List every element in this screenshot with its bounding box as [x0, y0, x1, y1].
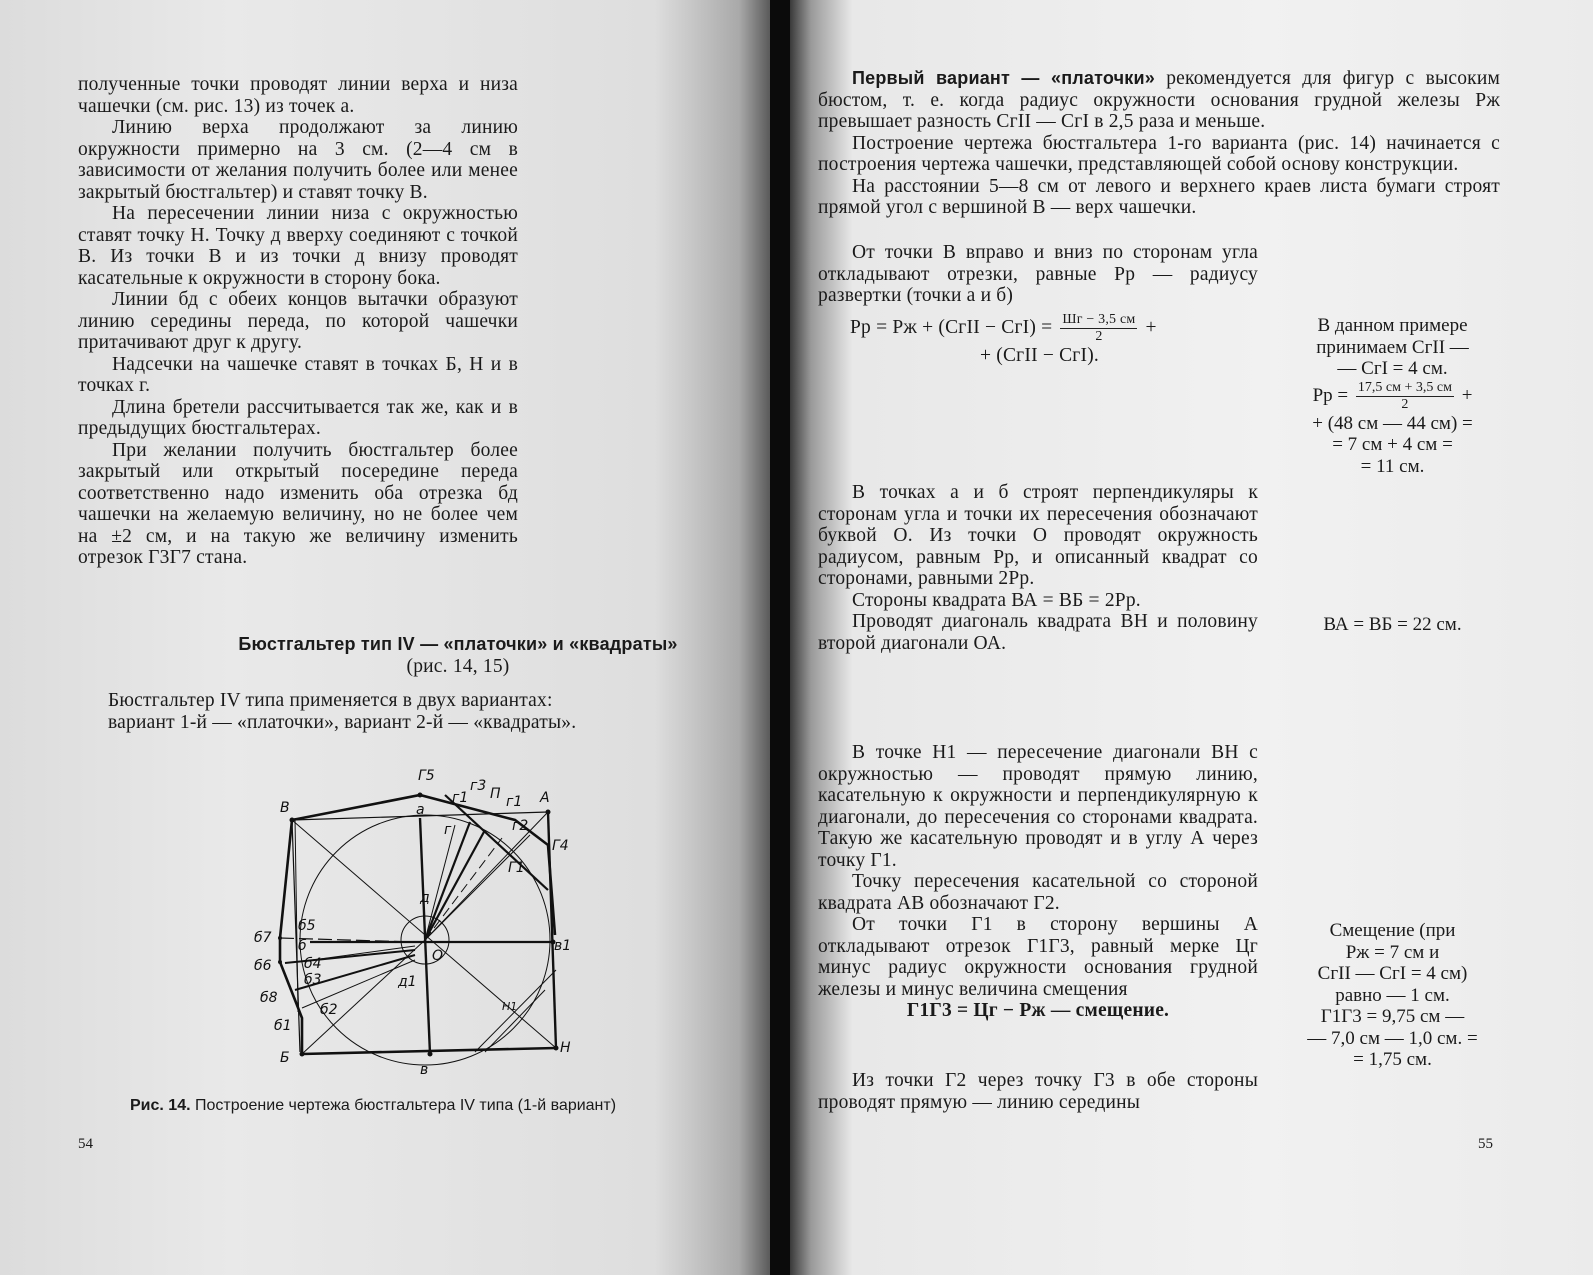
section-heading: Бюстгальтер тип IV — «платочки» и «квадраты» — [238, 634, 678, 654]
label-g1a: г1 — [452, 790, 469, 806]
label-G5: Г5 — [418, 768, 435, 784]
label-H: Н — [560, 1040, 571, 1056]
paragraph — [818, 68, 1500, 133]
variant-heading: Первый вариант — «платочки» — [852, 68, 1155, 88]
paragraph: В точках а и б строят перпендикуляры к сторонам угла и точки их пересечения обозначают буквой О. Из точки О проводят окружность радиусом, равным Рр, и описанный квадрат со сторонами, равными 2Рр. — [818, 482, 1258, 589]
figure-caption-text: Построение чертежа бюстгальтера IV типа (1-й вариант) — [195, 1097, 617, 1114]
paragraph: Линию верха продолжают за линию окружности примерно на 3 см. (2—4 см в зависимости от желания получить более или менее закрытый бюстгальтер) и ставят точку В. — [78, 117, 518, 203]
label-b3: б3 — [304, 972, 322, 988]
label-a: а — [416, 802, 425, 818]
side-numerator: 17,5 см + 3,5 см — [1357, 379, 1452, 395]
formula-fraction — [1060, 312, 1137, 345]
label-b4: б4 — [304, 956, 322, 972]
paragraph: Точку пересечения касательной со стороной квадрата АВ обозначают Г2. — [818, 871, 1258, 914]
intro-line: Бюстгальтер IV типа применяется в двух вариантах: — [108, 690, 553, 711]
paragraph: Длина бретели рассчитывается так же, как и в предыдущих бюстгальтерах. — [78, 396, 518, 439]
side-line: Рж = 7 см и — [1345, 941, 1440, 963]
label-b8: б8 — [260, 990, 278, 1006]
label-G1: Г1 — [508, 860, 525, 876]
paragraph: На расстоянии 5—8 см от левого и верхнего краев листа бумаги строят прямой угол с вершиной В — верх чашечки. — [818, 175, 1500, 218]
paragraph: От точки Г1 в сторону вершины А откладывают отрезок Г1Г3, равный мерке Цг минус радиус окружности основания грудной железы и минус величина смещения — [818, 914, 1258, 1000]
label-A: А — [540, 790, 550, 806]
label-g: г — [444, 822, 452, 838]
paragraph: При желании получить бюстгальтер более закрытый или открытый посередине переда соответственно надо изменить оба отрезка бд чашечки на желаемую величину, но не более чем на ±2 см, и на такую же величину изменить отрезок Г3Г7 стана. — [78, 439, 518, 568]
right-top-text — [818, 68, 1500, 219]
formula-line-1 — [850, 312, 1270, 345]
label-b5: б5 — [298, 918, 316, 934]
side-note-example — [1280, 315, 1505, 477]
label-b2: б2 — [320, 1002, 338, 1018]
formula-plus: + — [1145, 316, 1157, 338]
formula-numerator: Шг − 3,5 см — [1062, 312, 1136, 327]
side-line: = 11 см. — [1360, 455, 1425, 477]
right-lower-text — [818, 742, 1258, 1022]
label-v1: в1 — [554, 938, 572, 954]
side-fraction — [1356, 380, 1454, 413]
side-line: = 7 см + 4 см = — [1332, 434, 1453, 455]
label-d1: д1 — [398, 974, 417, 990]
paragraph: полученные точки проводят линии верха и низа чашечки (см. рис. 13) из точек а. — [78, 74, 518, 117]
label-g3: г3 — [470, 778, 487, 794]
paragraph: На пересечении линии низа с окружностью ставят точку Н. Точку д вверху соединяют с точкой В. Из точки В и из точки д внизу проводят касательные к окружности в сторону бока. — [78, 203, 518, 289]
paragraph-text: рекомендуется для фигур с высоким бюстом, т. е. когда радиус окружности основания грудной железы Рж превышает разность СгII — СгI в 2,5 раза и меньше. — [818, 68, 1501, 132]
page-number-left: 54 — [78, 1136, 93, 1152]
side-line: Смещение (при — [1329, 920, 1456, 941]
side-note-square: ВА = ВБ = 22 см. — [1323, 614, 1462, 635]
side-line: принимаем СгII — — [1316, 336, 1469, 358]
label-P: П — [490, 786, 501, 802]
paragraph: Надсечки на чашечке ставят в точках Б, Н и в точках г. — [78, 353, 518, 396]
right-p4 — [818, 242, 1258, 307]
label-G4: Г4 — [552, 838, 569, 854]
label-O: О — [432, 948, 444, 964]
section-subheading: (рис. 14, 15) — [406, 655, 510, 677]
label-g1b: г1 — [506, 794, 523, 810]
intro-text — [108, 690, 688, 733]
paragraph: Построение чертежа бюстгальтера 1-го варианта (рис. 14) начинается с построения чертежа чашечки, представляющей собой основу конструкции. — [818, 132, 1500, 175]
side-line: — СгI = 4 см. — [1337, 358, 1448, 379]
figure-caption — [130, 1097, 616, 1115]
right-bottom-text — [818, 1070, 1258, 1113]
side-line: = 1,75 см. — [1353, 1049, 1432, 1070]
book-spine — [770, 0, 790, 1275]
side-line: СгII — СгI = 4 см) — [1317, 963, 1468, 984]
side-line: + (48 см — 44 см) = — [1312, 412, 1473, 434]
formula-g1g3: Г1Г3 = Цг − Рж — смещение. — [906, 1000, 1170, 1021]
label-b1: б1 — [274, 1018, 292, 1034]
side-line: Г1Г3 = 9,75 см — — [1320, 1006, 1465, 1027]
side-note-offset — [1280, 920, 1505, 1071]
section-heading-block — [78, 634, 688, 677]
label-b6: б6 — [254, 958, 272, 974]
side-calc-lhs: Рр = — [1312, 384, 1349, 406]
formula-block — [850, 312, 1270, 367]
formula-denominator: 2 — [1095, 329, 1103, 344]
paragraph: В точке Н1 — пересечение диагонали ВН с окружностью — проводят прямую линию, касательную к окружности и перпендикулярную к диагонали, до пересечения со сторонами квадрата. Такую же касательную проводят и в углу А через точку Г1. — [818, 742, 1258, 871]
side-line: — 7,0 см — 1,0 см. = — [1307, 1027, 1478, 1049]
label-BB: Б — [280, 1050, 290, 1066]
left-body-text — [78, 74, 518, 569]
label-b: б — [298, 938, 307, 954]
label-g2: г2 — [512, 818, 529, 834]
right-mid-text — [818, 482, 1258, 654]
paragraph: Из точки Г2 через точку Г3 в обе стороны проводят прямую — линию середины — [818, 1070, 1258, 1113]
paragraph: От точки В вправо и вниз по сторонам угла откладывают отрезки, равные Рр — радиусу развертки (точки а и б) — [818, 242, 1258, 306]
label-v: в — [420, 1062, 429, 1078]
paragraph: Линии бд с обеих концов вытачки образуют линию середины переда, по которой чашечки притачивают друг к другу. — [78, 289, 518, 353]
side-denominator: 2 — [1401, 396, 1409, 412]
figure-caption-prefix: Рис. 14. — [130, 1097, 191, 1114]
label-H1: Н1 — [502, 1000, 518, 1013]
label-d: д — [420, 890, 430, 906]
formula-line-2: + (СгII − СгI). — [980, 345, 1099, 366]
label-b7: б7 — [254, 930, 272, 946]
side-line: В данном примере — [1317, 315, 1468, 336]
label-B: В — [280, 800, 290, 816]
formula-lhs: Рр = Рж + (СгII − СгI) = — [850, 316, 1053, 338]
figure-14-diagram — [240, 750, 590, 1080]
paragraph: Проводят диагональ квадрата ВН и половину второй диагонали ОА. — [818, 611, 1258, 654]
side-calc — [1280, 380, 1505, 413]
side-line: равно — 1 см. — [1335, 984, 1450, 1006]
paragraph: Стороны квадрата ВА = ВБ = 2Рр. — [852, 589, 1141, 611]
page-number-right: 55 — [1478, 1136, 1493, 1152]
intro-line: вариант 1-й — «платочки», вариант 2-й — «квадраты». — [108, 711, 577, 733]
side-plus: + — [1461, 384, 1473, 406]
